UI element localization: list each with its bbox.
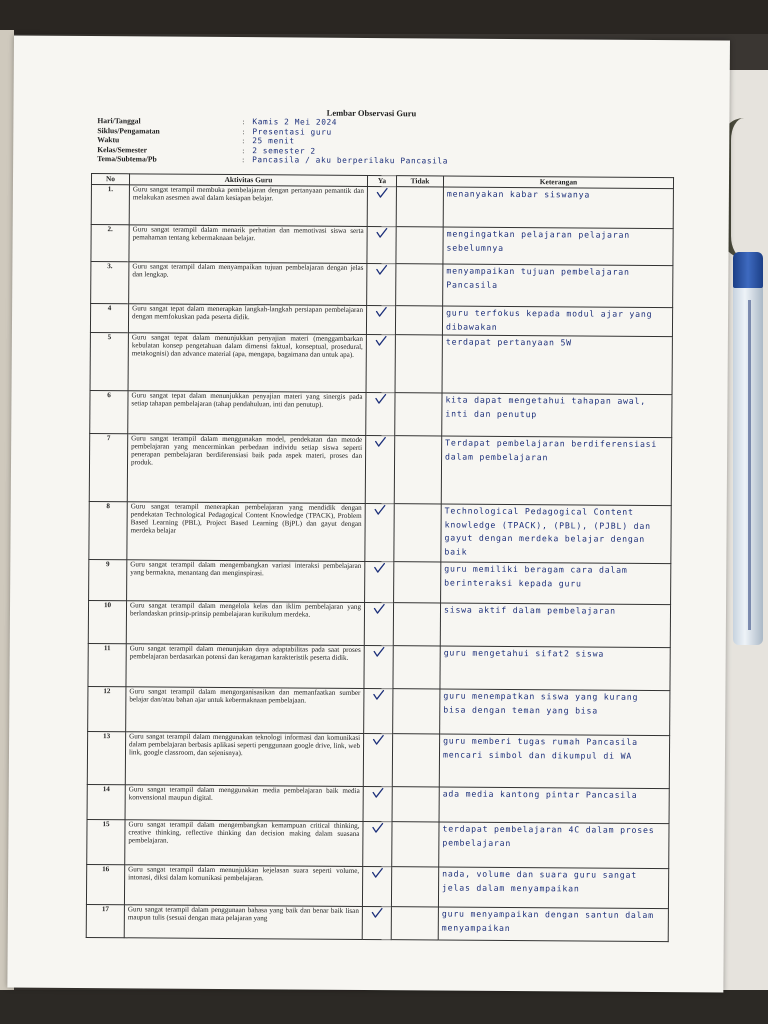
checkmark-icon bbox=[371, 867, 383, 879]
activity-text: Guru sangat terampil menerapkan pembelajaran yang mendidik dengan pendekatan Technological Pedagogical Content Knowledge (TPACK), Problem Based Learning (PBL), Project Based Learning (BjPL) dan gayut dengan merdeka belajar bbox=[127, 502, 365, 562]
info-colon: : bbox=[242, 126, 245, 136]
header-tidak: Tidak bbox=[396, 176, 443, 187]
table-row bbox=[87, 732, 669, 789]
table-row bbox=[87, 820, 669, 869]
row-number: 13 bbox=[87, 732, 125, 785]
ya-cell bbox=[365, 561, 394, 602]
keterangan-handwriting: ada media kantong pintar Pancasila bbox=[439, 787, 669, 824]
ya-cell bbox=[367, 186, 396, 226]
background-bottom bbox=[0, 990, 768, 1024]
document-title: Lembar Observasi Guru bbox=[326, 107, 417, 119]
table-row bbox=[89, 560, 671, 605]
info-value: 25 menit bbox=[252, 136, 295, 146]
info-colon: : bbox=[242, 145, 245, 155]
row-number: 1. bbox=[91, 185, 129, 225]
keterangan-handwriting: guru mengetahui sifat2 siswa bbox=[440, 646, 670, 691]
ya-cell bbox=[364, 645, 393, 688]
ya-cell bbox=[362, 906, 391, 939]
row-number: 17 bbox=[86, 905, 124, 938]
keterangan-handwriting: siswa aktif dalam pembelajaran bbox=[440, 603, 670, 648]
tidak-cell bbox=[396, 264, 443, 306]
activity-text: Guru sangat tepat dalam menunjukkan penyajian materi yang sinergis pada setiap tahapan pembelajaran (tahap pendahuluan, inti dan penutup). bbox=[128, 391, 366, 436]
observation-table bbox=[86, 173, 674, 942]
row-number: 9 bbox=[89, 560, 127, 601]
background-top bbox=[0, 0, 768, 34]
tidak-cell bbox=[396, 227, 443, 264]
row-number: 4 bbox=[90, 304, 128, 333]
table-row bbox=[88, 601, 670, 648]
ya-cell bbox=[362, 866, 391, 906]
observation-sheet bbox=[7, 36, 730, 993]
keterangan-handwriting: menanyakan kabar siswanya bbox=[443, 187, 673, 229]
header-aktivitas: Aktivitas Guru bbox=[129, 174, 367, 187]
checkmark-icon bbox=[375, 264, 387, 276]
activity-text: Guru sangat terampil dalam menunjukkan kejelasan suara seperti volume, intonasi, diksi dalam komunikasi pembelajaran. bbox=[124, 865, 362, 907]
table-row bbox=[91, 262, 673, 308]
keterangan-handwriting: guru memberi tugas rumah Pancasila mencari simbol dan dikumpul di WA bbox=[439, 734, 669, 789]
table-row bbox=[88, 687, 670, 736]
info-value: 2 semester 2 bbox=[252, 145, 316, 156]
keterangan-handwriting: nada, volume dan suara guru sangat jelas dalam menyampaikan bbox=[438, 867, 668, 909]
ya-cell bbox=[366, 334, 395, 392]
tidak-cell bbox=[391, 907, 438, 940]
row-number: 3. bbox=[91, 262, 129, 304]
header-keterangan: Keterangan bbox=[443, 176, 673, 189]
tidak-cell bbox=[395, 393, 442, 436]
checkmark-icon bbox=[374, 393, 386, 405]
row-number: 5 bbox=[90, 333, 128, 391]
tidak-cell bbox=[393, 646, 440, 689]
activity-text: Guru sangat terampil dalam mengembangkan kemampuan critical thinking, creative thinking, reflective thinking dan decision making dalam suasana pembelajaran. bbox=[125, 820, 363, 867]
activity-text: Guru sangat terampil dalam menggunakan teknologi informasi dan komunikasi dalam pembelajaran berbasis aplikasi seperti penggunaan google drive, link, web link, google classroom, dan sejenisnya). bbox=[125, 732, 363, 787]
tidak-cell bbox=[395, 335, 442, 393]
activity-text: Guru sangat terampil dalam menyampaikan tujuan pembelajaran dengan jelas dan lengkap. bbox=[129, 262, 367, 306]
keterangan-handwriting: kita dapat mengetahui tahapan awal, inti dan penutup bbox=[442, 393, 672, 438]
ya-cell bbox=[366, 305, 395, 334]
info-label: Tema/Subtema/Pb bbox=[97, 154, 157, 164]
ya-cell bbox=[367, 226, 396, 263]
keterangan-handwriting: Technological Pedagogical Content knowledge (TPACK), (PBL), (PJBL) dan gayut dengan merdeka belajar dengan baik bbox=[441, 504, 671, 564]
checkmark-icon bbox=[375, 306, 387, 318]
keterangan-handwriting: guru memiliki beragam cara dalam berinteraksi kepada guru bbox=[441, 562, 671, 605]
keterangan-handwriting: terdapat pertanyaan 5W bbox=[442, 335, 672, 395]
checkmark-icon bbox=[373, 562, 385, 574]
row-number: 8 bbox=[89, 502, 127, 560]
table-row bbox=[91, 185, 673, 229]
info-value: Presentasi guru bbox=[252, 126, 332, 137]
keterangan-handwriting: terdapat pembelajaran 4C dalam proses pembelajaran bbox=[439, 822, 669, 869]
checkmark-icon bbox=[371, 907, 383, 919]
activity-text: Guru sangat terampil dalam menunjukan daya adaptabilitas pada saat proses pembelajaran berdasarkan potensi dan keragaman karakteristik peserta didik. bbox=[126, 644, 364, 689]
row-number: 16 bbox=[86, 865, 124, 905]
ya-cell bbox=[365, 503, 394, 561]
checkmark-icon bbox=[374, 436, 386, 448]
tidak-cell bbox=[392, 787, 439, 822]
tidak-cell bbox=[396, 187, 443, 227]
row-number: 15 bbox=[87, 820, 125, 865]
tidak-cell bbox=[392, 734, 439, 787]
table-row bbox=[86, 865, 668, 909]
activity-text: Guru sangat terampil dalam mengelola kelas dan iklim pembelajaran yang berlandaskan prinsip-prinsip pembelajaran kurikulum merdeka. bbox=[126, 601, 364, 646]
table-body bbox=[86, 185, 673, 942]
ya-cell bbox=[363, 821, 392, 866]
ya-cell bbox=[363, 733, 392, 786]
checkmark-icon bbox=[376, 187, 388, 199]
info-label: Waktu bbox=[97, 135, 120, 145]
ya-cell bbox=[365, 435, 394, 503]
checkmark-icon bbox=[371, 822, 383, 834]
info-label: Siklus/Pengamatan bbox=[97, 125, 160, 136]
activity-text: Guru sangat terampil dalam mengembangkan variasi interaksi pembelajaran yang bermakna, menantang dan menginspirasi. bbox=[127, 560, 365, 603]
info-value: Pancasila / aku berperilaku Pancasila bbox=[252, 155, 449, 166]
row-number: 7 bbox=[89, 434, 127, 502]
pen-refill-icon bbox=[748, 300, 751, 630]
info-label: Kelas/Semester bbox=[97, 144, 148, 154]
ya-cell bbox=[364, 602, 393, 645]
table-row bbox=[90, 391, 672, 438]
ya-cell bbox=[367, 263, 396, 305]
row-number: 6 bbox=[90, 391, 128, 434]
header-ya: Ya bbox=[367, 175, 396, 186]
checkmark-icon bbox=[372, 787, 384, 799]
activity-text: Guru sangat terampil membuka pembelajaran dengan pertanyaan pemantik dan melakukan asesmen awal dalam kesiapan belajar. bbox=[129, 185, 367, 227]
activity-text: Guru sangat tepat dalam menerapkan langkah-langkah persiapan pembelajaran dengan memfokuskan pada peserta didik. bbox=[128, 304, 366, 335]
table-row bbox=[89, 434, 671, 506]
keterangan-handwriting: guru menempatkan siswa yang kurang bisa dengan teman yang bisa bbox=[440, 689, 670, 736]
table-row bbox=[86, 905, 668, 942]
checkmark-icon bbox=[372, 734, 384, 746]
keterangan-handwriting: mengingatkan pelajaran pelajaran sebelumnya bbox=[443, 227, 673, 266]
info-label: Hari/Tanggal bbox=[97, 116, 141, 126]
table-row bbox=[90, 333, 672, 395]
info-colon: : bbox=[242, 136, 245, 146]
tidak-cell bbox=[394, 436, 441, 504]
table-row bbox=[89, 502, 671, 564]
checkmark-icon bbox=[373, 646, 385, 658]
tidak-cell bbox=[393, 689, 440, 734]
table-row bbox=[91, 225, 673, 266]
checkmark-icon bbox=[376, 227, 388, 239]
info-value: Kamis 2 Mei 2024 bbox=[252, 117, 338, 127]
checkmark-icon bbox=[375, 335, 387, 347]
row-number: 14 bbox=[87, 785, 125, 820]
tidak-cell bbox=[395, 306, 442, 335]
row-number: 10 bbox=[88, 601, 126, 644]
info-colon: : bbox=[242, 155, 245, 165]
row-number: 12 bbox=[88, 687, 126, 732]
ya-cell bbox=[366, 392, 395, 435]
activity-text: Guru sangat terampil dalam penggunaan bahasa yang baik dan benar baik lisan maupun tulis (sesuai dengan mata pelajaran yang bbox=[124, 905, 362, 940]
activity-text: Guru sangat terampil dalam menggunakan media pembelajaran baik media konvensional maupun digital. bbox=[125, 785, 363, 822]
activity-text: Guru sangat tepat dalam menunjukkan penyajian materi (menggambarkan kebulatan konsep pengetahuan dalam dimensi faktual, konseptual, prosedural, metakognisi) dan advance material (apa, mengapa, bagaimana dan untuk apa). bbox=[128, 333, 366, 393]
pen-cap-icon bbox=[733, 252, 763, 288]
table-row bbox=[90, 304, 672, 337]
header-no: No bbox=[91, 174, 129, 185]
tidak-cell bbox=[392, 822, 439, 867]
keterangan-handwriting: guru menyampaikan dengan santun dalam menyampaikan bbox=[438, 907, 668, 942]
tidak-cell bbox=[391, 867, 438, 907]
activity-text: Guru sangat terampil dalam menggunakan model, pendekatan dan metode pembelajaran yang mencerminkan perbedaan individu setiap siswa seperti penerapan pembelajaran berdiferensiasi baik pada aspek materi, proses dan produk. bbox=[127, 434, 365, 504]
table-row bbox=[88, 644, 670, 691]
keterangan-handwriting: menyampaikan tujuan pembelajaran Pancasila bbox=[443, 264, 673, 308]
info-block bbox=[97, 116, 657, 167]
info-colon: : bbox=[242, 117, 245, 127]
row-number: 11 bbox=[88, 644, 126, 687]
tidak-cell bbox=[394, 504, 441, 562]
keterangan-handwriting: Terdapat pembelajaran berdiferensiasi dalam pembelajaran bbox=[441, 436, 671, 506]
activity-text: Guru sangat terampil dalam mengorganisasikan dan memanfaatkan sumber belajar dan/atau bahan ajar untuk kebermaknaan pembelajaan. bbox=[126, 687, 364, 734]
tidak-cell bbox=[394, 562, 441, 603]
ya-cell bbox=[364, 688, 393, 733]
checkmark-icon bbox=[374, 504, 386, 516]
row-number: 2. bbox=[91, 225, 129, 262]
checkmark-icon bbox=[372, 689, 384, 701]
activity-text: Guru sangat terampil dalam menarik perhatian dan memotivasi siswa serta pemahaman tentang kebermaknaan belajar. bbox=[129, 225, 367, 264]
ya-cell bbox=[363, 786, 392, 821]
tidak-cell bbox=[393, 603, 440, 646]
table-row bbox=[87, 785, 669, 824]
keterangan-handwriting: guru terfokus kepada modul ajar yang dibawakan bbox=[442, 306, 672, 337]
checkmark-icon bbox=[373, 603, 385, 615]
